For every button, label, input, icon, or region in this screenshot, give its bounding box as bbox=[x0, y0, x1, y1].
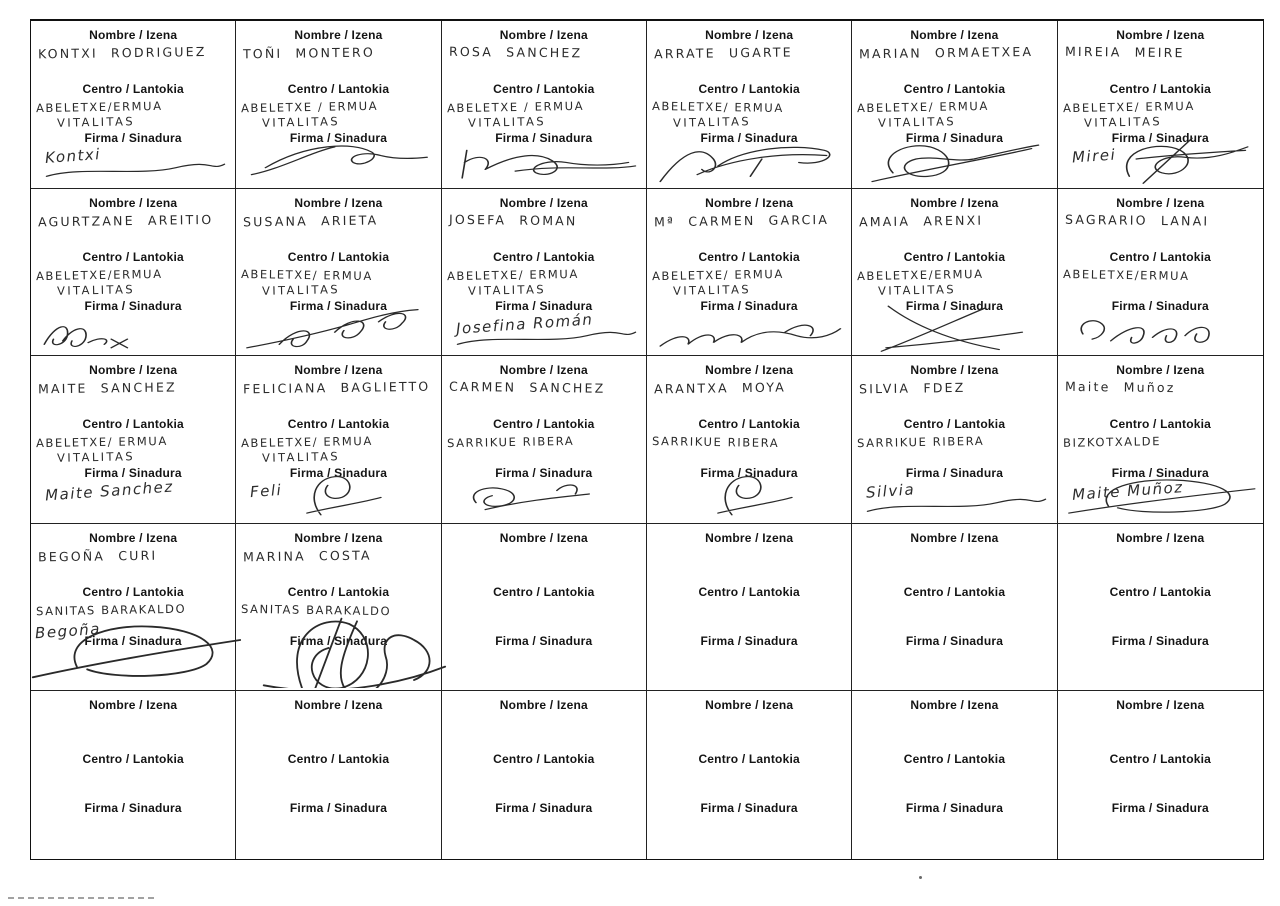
handwritten-centro-line2: VITALITAS bbox=[878, 114, 957, 130]
signature-stroke-bigx bbox=[856, 301, 1052, 353]
handwritten-name: Mª CARMEN GARCIA bbox=[653, 211, 830, 229]
nombre-label: Nombre / Izena bbox=[705, 195, 794, 210]
handwritten-centro-line1: SARRIKUE RIBERA bbox=[857, 434, 985, 451]
signature-stroke-sloop bbox=[1062, 301, 1259, 353]
firma-label: Firma / Sinadura bbox=[495, 466, 593, 481]
handwritten-name: BEGOÑA CURI bbox=[37, 547, 158, 565]
handwritten-centro-line1: BIZKOTXALDE bbox=[1062, 434, 1161, 451]
signature-text: Maite Muñoz bbox=[1071, 478, 1184, 505]
nombre-label: Nombre / Izena bbox=[910, 530, 999, 545]
signature bbox=[240, 301, 436, 353]
signature bbox=[35, 133, 231, 185]
centro-label: Centro / Lantokia bbox=[287, 417, 390, 432]
handwritten-centro-line1: ABELETXE/ ERMUA bbox=[651, 98, 784, 116]
signature bbox=[1062, 803, 1259, 855]
handwritten-centro-line1: ABELETXE/ ERMUA bbox=[446, 266, 579, 283]
scan-artifact-dashed-line bbox=[8, 897, 158, 899]
nombre-label: Nombre / Izena bbox=[1116, 28, 1205, 42]
handwritten-centro-line1: ABELETXE/ERMUA bbox=[35, 98, 163, 116]
handwritten-name: MAITE SANCHEZ bbox=[37, 379, 177, 397]
firma-label: Firma / Sinadura bbox=[84, 633, 182, 648]
signature-stroke-rloop bbox=[446, 133, 642, 185]
handwritten-name bbox=[449, 714, 644, 716]
signature-text: Feli bbox=[249, 481, 284, 502]
firma-label: Firma / Sinadura bbox=[84, 466, 182, 481]
nombre-label: Nombre / Izena bbox=[294, 195, 383, 210]
signature-cell-24 bbox=[1058, 524, 1263, 692]
signature-cell-28 bbox=[647, 691, 852, 859]
nombre-label: Nombre / Izena bbox=[705, 363, 794, 378]
signature-stroke-vloop bbox=[651, 468, 847, 520]
centro-label: Centro / Lantokia bbox=[1109, 417, 1212, 432]
handwritten-centro-line1: ABELETXE / ERMUA bbox=[241, 98, 379, 116]
handwritten-centro-line1: ABELETXE/ ERMUA bbox=[35, 434, 168, 451]
handwritten-centro-line2: VITALITAS bbox=[262, 281, 341, 298]
centro-label: Centro / Lantokia bbox=[82, 249, 184, 264]
signature bbox=[35, 803, 231, 855]
centro-label: Centro / Lantokia bbox=[698, 82, 800, 96]
signature bbox=[240, 133, 436, 185]
handwritten-name bbox=[1065, 714, 1261, 716]
nombre-label: Nombre / Izena bbox=[1116, 530, 1205, 545]
firma-label: Firma / Sinadura bbox=[289, 801, 388, 816]
centro-label: Centro / Lantokia bbox=[698, 417, 800, 432]
handwritten-name: AGURTZANE AREITIO bbox=[37, 211, 214, 229]
handwritten-centro-line2: VITALITAS bbox=[56, 281, 136, 298]
signature-cell-18 bbox=[1058, 356, 1263, 524]
handwritten-centro-line2: VITALITAS bbox=[56, 114, 136, 130]
handwritten-centro-line2: VITALITAS bbox=[672, 114, 752, 130]
centro-label: Centro / Lantokia bbox=[1109, 584, 1212, 599]
signature bbox=[651, 468, 847, 520]
signature-text: Kontxi bbox=[44, 145, 102, 167]
centro-label: Centro / Lantokia bbox=[1109, 752, 1212, 767]
handwritten-name bbox=[859, 546, 1054, 549]
nombre-label: Nombre / Izena bbox=[1116, 363, 1205, 378]
handwritten-name: AMAIA ARENXI bbox=[859, 212, 984, 229]
handwritten-centro-line1: ABELETXE/ ERMUA bbox=[241, 434, 374, 451]
signature bbox=[1062, 301, 1259, 353]
signature-cell-1 bbox=[31, 21, 236, 189]
nombre-label: Nombre / Izena bbox=[910, 698, 999, 713]
signature bbox=[1062, 133, 1259, 185]
firma-label: Firma / Sinadura bbox=[700, 298, 798, 313]
signature-stroke-bigscribble bbox=[230, 608, 450, 688]
signature-stroke-ovalscribble bbox=[856, 133, 1052, 185]
signature-stroke-dashloop bbox=[240, 133, 436, 185]
firma-label: Firma / Sinadura bbox=[905, 801, 1004, 816]
handwritten-name: SUSANA ARIETA bbox=[243, 212, 379, 229]
signature-cell-2 bbox=[236, 21, 441, 189]
signature bbox=[651, 301, 847, 353]
signature bbox=[856, 133, 1052, 185]
signature-text: Begoña bbox=[34, 619, 102, 643]
centro-label: Centro / Lantokia bbox=[1109, 249, 1212, 264]
signature bbox=[651, 803, 847, 855]
signature bbox=[446, 468, 642, 520]
nombre-label: Nombre / Izena bbox=[89, 195, 178, 210]
handwritten-name: Maite Muñoz bbox=[1064, 378, 1176, 396]
firma-label: Firma / Sinadura bbox=[700, 131, 798, 145]
nombre-label: Nombre / Izena bbox=[89, 698, 178, 713]
signature-cell-9 bbox=[442, 189, 647, 357]
nombre-label: Nombre / Izena bbox=[499, 698, 588, 713]
signature-text: Maite Sanchez bbox=[44, 477, 175, 505]
nombre-label: Nombre / Izena bbox=[294, 698, 383, 713]
centro-label: Centro / Lantokia bbox=[493, 417, 595, 432]
handwritten-centro-line2: VITALITAS bbox=[878, 281, 957, 298]
handwritten-name: SAGRARIO LANAI bbox=[1064, 211, 1210, 229]
signature-stroke-vloop bbox=[240, 468, 436, 520]
nombre-label: Nombre / Izena bbox=[499, 363, 588, 378]
signature bbox=[446, 803, 642, 855]
handwritten-name bbox=[654, 714, 849, 717]
signature-stroke-longloop bbox=[651, 133, 847, 185]
handwritten-centro-line2: VITALITAS bbox=[262, 449, 341, 466]
signature bbox=[35, 301, 231, 353]
nombre-label: Nombre / Izena bbox=[294, 28, 383, 42]
signature-cell-25 bbox=[31, 691, 236, 859]
nombre-label: Nombre / Izena bbox=[89, 530, 178, 545]
handwritten-name: MARIAN ORMAETXEA bbox=[859, 43, 1034, 62]
signature bbox=[240, 803, 436, 855]
handwritten-name: SILVIA FDEZ bbox=[859, 380, 966, 397]
signature-cell-20 bbox=[236, 524, 441, 692]
nombre-label: Nombre / Izena bbox=[89, 28, 178, 42]
nombre-label: Nombre / Izena bbox=[294, 363, 383, 378]
firma-label: Firma / Sinadura bbox=[905, 298, 1004, 313]
signature-stroke-smallscribble bbox=[446, 468, 642, 520]
handwritten-centro-line2: VITALITAS bbox=[262, 114, 341, 130]
handwritten-name: CARMEN SANCHEZ bbox=[448, 378, 606, 396]
firma-label: Firma / Sinadura bbox=[905, 131, 1004, 145]
centro-label: Centro / Lantokia bbox=[493, 82, 595, 96]
signature bbox=[230, 608, 450, 688]
handwritten-centro-line1: ABELETXE/ERMUA bbox=[35, 266, 163, 283]
firma-label: Firma / Sinadura bbox=[84, 298, 182, 313]
handwritten-name bbox=[243, 714, 438, 717]
firma-label: Firma / Sinadura bbox=[84, 131, 182, 145]
signature-cell-26 bbox=[236, 691, 441, 859]
signature bbox=[856, 301, 1052, 353]
signature bbox=[651, 636, 847, 688]
signature-text: Josefina Román bbox=[455, 309, 594, 338]
handwritten-name bbox=[859, 714, 1054, 717]
handwritten-centro-line1: SARRIKUE RIBERA bbox=[446, 434, 575, 451]
nombre-label: Nombre / Izena bbox=[910, 28, 999, 42]
handwritten-centro-line1: ABELETXE / ERMUA bbox=[446, 98, 584, 116]
centro-label: Centro / Lantokia bbox=[493, 752, 595, 767]
centro-label: Centro / Lantokia bbox=[82, 584, 184, 599]
signature-stroke-ovalstrike bbox=[1062, 468, 1259, 520]
nombre-label: Nombre / Izena bbox=[705, 530, 794, 545]
handwritten-centro-line1: SARRIKUE RIBERA bbox=[651, 434, 780, 451]
nombre-label: Nombre / Izena bbox=[499, 195, 588, 210]
firma-label: Firma / Sinadura bbox=[1111, 298, 1209, 313]
handwritten-centro-line1: ABELETXE/ ERMUA bbox=[857, 98, 990, 116]
signature-cell-13 bbox=[31, 356, 236, 524]
handwritten-name bbox=[449, 547, 644, 549]
signature-cell-23 bbox=[852, 524, 1057, 692]
signature bbox=[651, 133, 847, 185]
centro-label: Centro / Lantokia bbox=[903, 417, 1006, 432]
firma-label: Firma / Sinadura bbox=[1111, 801, 1209, 816]
handwritten-centro-line1: SANITAS BARAKALDO bbox=[35, 601, 187, 619]
signature-stroke-underline bbox=[35, 133, 231, 185]
signature bbox=[35, 468, 231, 520]
nombre-label: Nombre / Izena bbox=[705, 28, 794, 42]
signature-stroke-crossloops bbox=[1062, 133, 1259, 185]
centro-label: Centro / Lantokia bbox=[287, 82, 390, 96]
firma-label: Firma / Sinadura bbox=[289, 466, 388, 481]
handwritten-name bbox=[38, 714, 233, 717]
nombre-label: Nombre / Izena bbox=[705, 698, 794, 713]
signature bbox=[1062, 468, 1259, 520]
signature-cell-10 bbox=[647, 189, 852, 357]
handwritten-name bbox=[654, 546, 849, 549]
firma-label: Firma / Sinadura bbox=[1111, 633, 1209, 648]
firma-label: Firma / Sinadura bbox=[700, 466, 798, 481]
signature-stroke-underline bbox=[856, 468, 1052, 520]
signature-stroke-loopslx bbox=[35, 301, 231, 353]
nombre-label: Nombre / Izena bbox=[1116, 195, 1205, 210]
signature-cell-27 bbox=[442, 691, 647, 859]
centro-label: Centro / Lantokia bbox=[493, 584, 595, 599]
nombre-label: Nombre / Izena bbox=[499, 530, 588, 545]
signature-cell-7 bbox=[31, 189, 236, 357]
handwritten-centro-line2: VITALITAS bbox=[1083, 114, 1162, 130]
signature-cell-22 bbox=[647, 524, 852, 692]
firma-label: Firma / Sinadura bbox=[495, 801, 593, 816]
nombre-label: Nombre / Izena bbox=[910, 363, 999, 378]
centro-label: Centro / Lantokia bbox=[82, 82, 184, 96]
handwritten-name: TOÑI MONTERO bbox=[243, 44, 376, 62]
signature bbox=[446, 301, 642, 353]
firma-label: Firma / Sinadura bbox=[495, 131, 593, 145]
nombre-label: Nombre / Izena bbox=[89, 363, 178, 378]
handwritten-centro-line2: VITALITAS bbox=[467, 114, 546, 130]
handwritten-centro-line1: ABELETXE/ ERMUA bbox=[241, 266, 374, 283]
signature-cell-19 bbox=[31, 524, 236, 692]
handwritten-centro-line1: SANITAS BARAKALDO bbox=[241, 601, 392, 618]
centro-label: Centro / Lantokia bbox=[903, 584, 1006, 599]
handwritten-name: ARRATE UGARTE bbox=[653, 44, 793, 62]
handwritten-centro-line1: ABELETXE/ERMUA bbox=[857, 266, 985, 283]
signature-cell-16 bbox=[647, 356, 852, 524]
signature-stroke-ascend bbox=[240, 301, 436, 353]
signature-cell-6 bbox=[1058, 21, 1263, 189]
centro-label: Centro / Lantokia bbox=[903, 249, 1006, 264]
signature-stroke-underline bbox=[446, 301, 642, 353]
signature-cell-4 bbox=[647, 21, 852, 189]
signature bbox=[240, 468, 436, 520]
centro-label: Centro / Lantokia bbox=[287, 249, 390, 264]
signature-cell-14 bbox=[236, 356, 441, 524]
firma-label: Firma / Sinadura bbox=[289, 633, 388, 648]
signature bbox=[856, 636, 1052, 688]
handwritten-name bbox=[1065, 547, 1261, 549]
firma-label: Firma / Sinadura bbox=[905, 633, 1004, 648]
handwritten-centro-line2: VITALITAS bbox=[467, 281, 546, 298]
signature-stroke-wavyloop bbox=[651, 301, 847, 353]
centro-label: Centro / Lantokia bbox=[903, 82, 1006, 96]
signature-stroke-ovalstrike bbox=[25, 608, 245, 688]
signature-cell-5 bbox=[852, 21, 1057, 189]
centro-label: Centro / Lantokia bbox=[698, 584, 800, 599]
signature bbox=[1062, 636, 1259, 688]
firma-label: Firma / Sinadura bbox=[84, 801, 182, 816]
handwritten-centro-line1: ABELETXE/ ERMUA bbox=[651, 266, 784, 283]
signature bbox=[856, 468, 1052, 520]
centro-label: Centro / Lantokia bbox=[287, 584, 390, 599]
handwritten-name: KONTXI RODRIGUEZ bbox=[37, 44, 207, 62]
firma-label: Firma / Sinadura bbox=[495, 298, 593, 313]
handwritten-name: ARANTXA MOYA bbox=[653, 379, 787, 397]
signature-text: Mirei bbox=[1071, 145, 1117, 167]
handwritten-name: JOSEFA ROMAN bbox=[448, 211, 578, 228]
centro-label: Centro / Lantokia bbox=[287, 752, 390, 767]
nombre-label: Nombre / Izena bbox=[910, 195, 999, 210]
centro-label: Centro / Lantokia bbox=[82, 417, 184, 432]
firma-label: Firma / Sinadura bbox=[905, 466, 1004, 481]
signature-grid bbox=[30, 19, 1264, 860]
signature-cell-21 bbox=[442, 524, 647, 692]
centro-label: Centro / Lantokia bbox=[903, 752, 1006, 767]
handwritten-centro-line1: ABELETXE/ERMUA bbox=[1062, 266, 1190, 283]
handwritten-name: MIREIA MEIRE bbox=[1064, 43, 1185, 61]
signature-cell-15 bbox=[442, 356, 647, 524]
signature bbox=[446, 636, 642, 688]
scan-artifact-dot bbox=[919, 876, 922, 879]
handwritten-centro-line2: VITALITAS bbox=[56, 449, 136, 466]
nombre-label: Nombre / Izena bbox=[294, 530, 383, 545]
signature bbox=[25, 608, 245, 688]
handwritten-name: FELICIANA BAGLIETTO bbox=[243, 378, 431, 397]
firma-label: Firma / Sinadura bbox=[495, 633, 593, 648]
centro-label: Centro / Lantokia bbox=[1109, 82, 1212, 96]
centro-label: Centro / Lantokia bbox=[698, 249, 800, 264]
handwritten-name: MARINA COSTA bbox=[243, 547, 373, 565]
signature bbox=[856, 803, 1052, 855]
signature-cell-11 bbox=[852, 189, 1057, 357]
handwritten-centro-line2: VITALITAS bbox=[672, 281, 752, 298]
firma-label: Firma / Sinadura bbox=[289, 298, 388, 313]
nombre-label: Nombre / Izena bbox=[499, 28, 588, 42]
centro-label: Centro / Lantokia bbox=[698, 752, 800, 767]
signature-text: Silvia bbox=[865, 480, 916, 502]
handwritten-name: ROSA SANCHEZ bbox=[448, 43, 583, 61]
firma-label: Firma / Sinadura bbox=[700, 801, 798, 816]
signature-cell-12 bbox=[1058, 189, 1263, 357]
signature-cell-29 bbox=[852, 691, 1057, 859]
handwritten-centro-line1: ABELETXE/ ERMUA bbox=[1062, 98, 1195, 116]
firma-label: Firma / Sinadura bbox=[700, 633, 798, 648]
nombre-label: Nombre / Izena bbox=[1116, 698, 1205, 713]
signature-cell-30 bbox=[1058, 691, 1263, 859]
centro-label: Centro / Lantokia bbox=[82, 752, 184, 767]
signature bbox=[446, 133, 642, 185]
firma-label: Firma / Sinadura bbox=[289, 131, 388, 145]
signature-cell-8 bbox=[236, 189, 441, 357]
firma-label: Firma / Sinadura bbox=[1111, 466, 1209, 481]
signature-cell-3 bbox=[442, 21, 647, 189]
signature-cell-17 bbox=[852, 356, 1057, 524]
centro-label: Centro / Lantokia bbox=[493, 249, 595, 264]
firma-label: Firma / Sinadura bbox=[1111, 131, 1209, 145]
